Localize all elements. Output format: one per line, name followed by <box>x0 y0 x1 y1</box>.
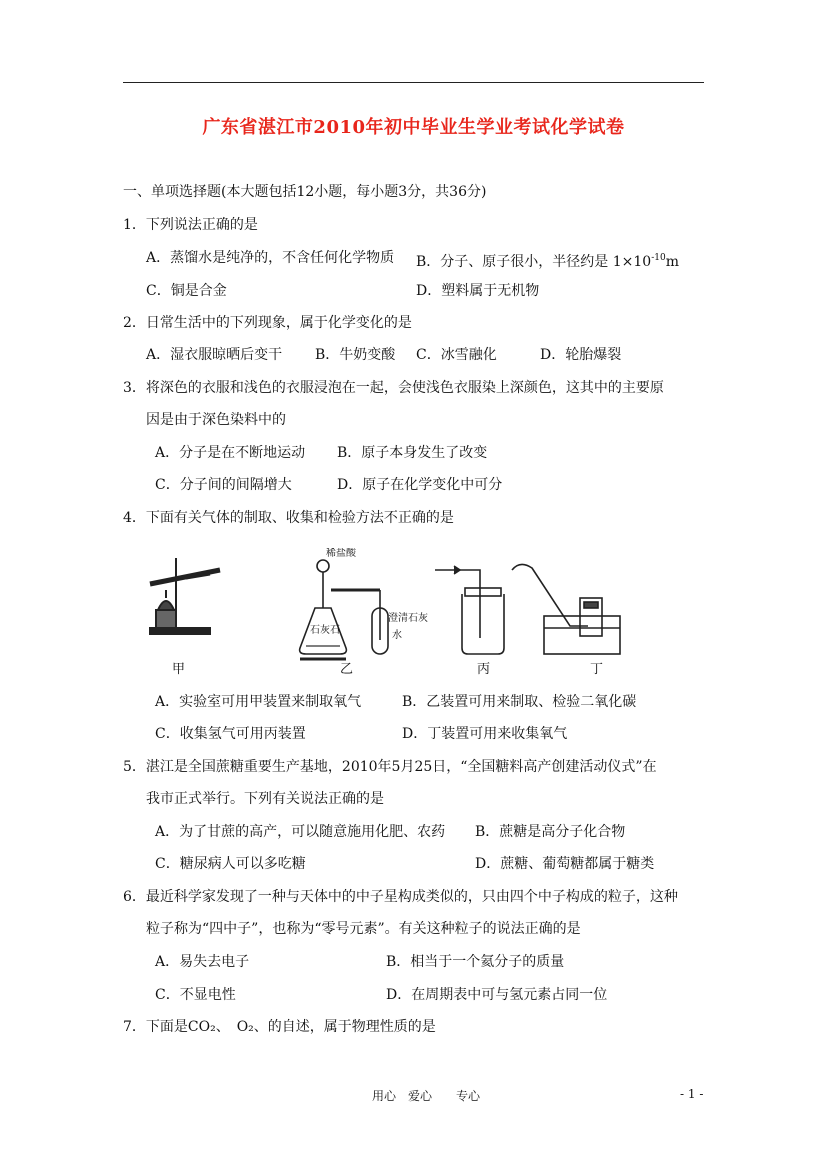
question-6-option-a: A．易失去电子 <box>155 954 250 970</box>
question-4-option-a: A．实验室可用甲装置来制取氧气 <box>155 694 362 710</box>
question-1-option-c: C．铜是合金 <box>146 283 227 299</box>
apparatus-ding <box>512 564 620 654</box>
question-5-option-b: B．蔗糖是高分子化合物 <box>475 824 626 840</box>
apparatus-jia <box>150 558 220 634</box>
question-3-option-a: A．分子是在不断地运动 <box>155 445 306 461</box>
question-6-option-c: C．不显电性 <box>155 987 236 1003</box>
question-2-stem: 2．日常生活中的下列现象，属于化学变化的是 <box>123 315 412 331</box>
question-5-stem-line1: 5．湛江是全国蔗糖重要生产基地，2010年5月25日，“全国糖料高产创建活动仪式”在 <box>123 759 657 775</box>
question-5-option-c: C．糖尿病人可以多吃糖 <box>155 856 306 872</box>
question-2-option-d: D．轮胎爆裂 <box>540 347 622 363</box>
question-4-option-c: C．收集氢气可用丙装置 <box>155 726 306 742</box>
question-5-stem-line2: 我市正式举行。下列有关说法正确的是 <box>146 791 384 807</box>
question-6-option-d: D．在周期表中可与氢元素占同一位 <box>386 987 608 1003</box>
header-rule <box>123 82 704 83</box>
question-4-option-d: D．丁装置可用来收集氧气 <box>402 726 568 742</box>
apparatus-figure <box>140 548 640 680</box>
question-4-option-b: B．乙装置可用来制取、检验二氧化碳 <box>402 694 637 710</box>
question-6-option-b: B．相当于一个氦分子的质量 <box>386 954 565 970</box>
question-1-stem: 1．下列说法正确的是 <box>123 217 258 233</box>
question-7-stem: 7．下面是CO₂、 O₂、的自述，属于物理性质的是 <box>123 1019 436 1035</box>
question-3-stem-line2: 因是由于深色染料中的 <box>146 412 286 428</box>
question-5-option-d: D．蔗糖、葡萄糖都属于糖类 <box>475 856 655 872</box>
label-stone: 石灰石 <box>310 625 340 636</box>
question-2-option-b: B．牛奶变酸 <box>315 347 396 363</box>
figure-label-bing: 丙 <box>477 662 491 677</box>
page-title: 广东省湛江市2010年初中毕业生学业考试化学试卷 <box>202 117 625 138</box>
question-1-option-a: A．蒸馏水是纯净的，不含任何化学物质 <box>146 250 395 266</box>
question-1-option-b: B．分子、原子很小，半径约是 $1\times 10^{-10}m$ <box>416 253 679 270</box>
question-2-option-c: C．冰雪融化 <box>416 347 497 363</box>
figure-label-ding: 丁 <box>590 662 604 677</box>
question-6-stem-line2: 粒子称为“四中子”，也称为“零号元素”。有关这种粒子的说法正确的是 <box>146 921 581 937</box>
question-3-stem-line1: 3．将深色的衣服和浅色的衣服浸泡在一起，会使浅色衣服染上深颜色，这其中的主要原 <box>123 380 664 396</box>
question-3-option-d: D．原子在化学变化中可分 <box>337 477 503 493</box>
question-2-option-a: A．湿衣服晾晒后变干 <box>146 347 283 363</box>
label-limewater: 澄清石灰 <box>388 613 428 624</box>
question-4-stem: 4．下面有关气体的制取、收集和检验方法不正确的是 <box>123 510 454 526</box>
question-5-option-a: A．为了甘蔗的高产，可以随意施用化肥、农药 <box>155 824 446 840</box>
footer-motto: 用心 爱心 专心 <box>372 1089 481 1103</box>
figure-label-jia: 甲 <box>172 662 186 677</box>
question-3-option-b: B．原子本身发生了改变 <box>337 445 488 461</box>
page-number: - 1 - <box>680 1087 704 1101</box>
question-1-option-d: D．塑料属于无机物 <box>416 283 540 299</box>
label-acid: 稀盐酸 <box>326 548 356 559</box>
section-heading: 一、单项选择题(本大题包括12小题，每小题3分，共36分) <box>123 184 487 200</box>
question-3-option-c: C．分子间的间隔增大 <box>155 477 292 493</box>
apparatus-bing <box>435 566 504 654</box>
figure-label-yi: 乙 <box>340 662 354 677</box>
label-water: 水 <box>392 630 402 641</box>
apparatus-yi <box>300 560 388 659</box>
question-6-stem-line1: 6．最近科学家发现了一种与天体中的中子星构成类似的，只由四个中子构成的粒子，这种 <box>123 889 678 905</box>
